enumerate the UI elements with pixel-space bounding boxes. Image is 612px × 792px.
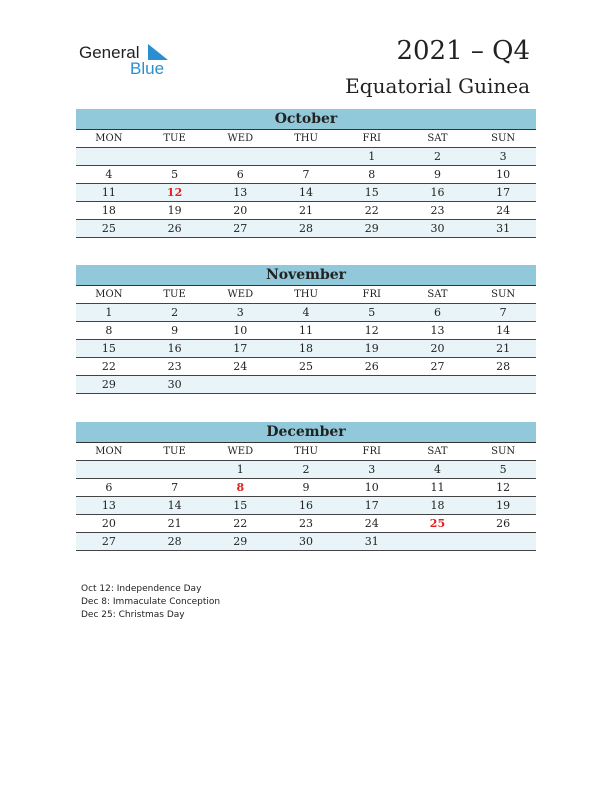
weekday-header-row: [76, 286, 536, 304]
weekday-label: MON: [95, 133, 123, 144]
day-cell: 22: [364, 204, 379, 217]
weekday-label: TUE: [163, 446, 186, 457]
logo-triangle-icon: [148, 44, 168, 60]
day-cell: 19: [364, 342, 379, 355]
month-december: [76, 422, 536, 551]
day-cell: 3: [236, 306, 244, 319]
day-cell: 10: [364, 481, 379, 494]
day-cell: 15: [364, 186, 379, 199]
month-october: [76, 109, 536, 238]
week-row: [76, 515, 536, 533]
weekday-label: WED: [227, 133, 254, 144]
day-cell: 15: [233, 499, 248, 512]
weekday-header-row: [76, 443, 536, 461]
day-cell: 18: [299, 342, 314, 355]
weekday-label: FRI: [362, 289, 381, 300]
day-cell: 21: [496, 342, 511, 355]
week-row: [76, 479, 536, 497]
day-cell: [76, 148, 142, 165]
day-cell: [470, 533, 536, 550]
weekday-label: MON: [95, 289, 123, 300]
weekday-label: THU: [294, 289, 318, 300]
holiday-day-cell: 12: [166, 186, 183, 199]
week-row: [76, 533, 536, 551]
day-cell: 26: [496, 517, 511, 530]
day-cell: 20: [430, 342, 445, 355]
day-cell: 3: [499, 150, 507, 163]
month-name: October: [76, 109, 536, 130]
weekday-label: SAT: [427, 289, 448, 300]
day-cell: 1: [368, 150, 376, 163]
day-cell: 31: [364, 535, 379, 548]
day-cell: 20: [101, 517, 116, 530]
week-row: [76, 340, 536, 358]
day-cell: 7: [302, 168, 310, 181]
weekday-label: SUN: [491, 289, 516, 300]
day-cell: 22: [233, 517, 248, 530]
week-row: [76, 376, 536, 394]
day-cell: 7: [499, 306, 507, 319]
day-cell: 24: [364, 517, 379, 530]
month-name: November: [76, 265, 536, 286]
day-cell: 29: [101, 378, 116, 391]
month-name: December: [76, 422, 536, 443]
month-november: [76, 265, 536, 394]
day-cell: 1: [236, 463, 244, 476]
weekday-label: TUE: [163, 289, 186, 300]
day-cell: 14: [167, 499, 182, 512]
day-cell: 2: [302, 463, 310, 476]
holiday-day-cell: 25: [429, 517, 446, 530]
day-cell: 4: [302, 306, 310, 319]
day-cell: 29: [364, 222, 379, 235]
day-cell: 28: [299, 222, 314, 235]
day-cell: 10: [233, 324, 248, 337]
day-cell: 13: [430, 324, 445, 337]
day-cell: 1: [105, 306, 113, 319]
holiday-note: Dec 8: Immaculate Conception: [81, 597, 221, 607]
weekday-label: TUE: [163, 133, 186, 144]
day-cell: 25: [101, 222, 116, 235]
day-cell: 13: [233, 186, 248, 199]
day-cell: 4: [433, 463, 441, 476]
day-cell: [76, 461, 142, 478]
day-cell: 11: [299, 324, 314, 337]
day-cell: 19: [167, 204, 182, 217]
holiday-notes: [81, 583, 220, 622]
country-subtitle: Equatorial Guinea: [345, 74, 530, 98]
day-cell: [339, 376, 405, 393]
day-cell: 11: [430, 481, 445, 494]
day-cell: 15: [101, 342, 116, 355]
week-row: [76, 461, 536, 479]
holiday-note: Oct 12: Independence Day: [81, 584, 202, 594]
day-cell: 23: [299, 517, 314, 530]
weekday-label: WED: [227, 289, 254, 300]
week-row: [76, 148, 536, 166]
day-cell: 21: [299, 204, 314, 217]
week-row: [76, 184, 536, 202]
day-cell: 6: [433, 306, 441, 319]
weekday-label: SAT: [427, 446, 448, 457]
day-cell: [207, 376, 273, 393]
day-cell: 29: [233, 535, 248, 548]
holiday-day-cell: 8: [236, 481, 245, 494]
weekday-label: SUN: [491, 446, 516, 457]
day-cell: 13: [101, 499, 116, 512]
day-cell: 27: [233, 222, 248, 235]
weekday-label: THU: [294, 133, 318, 144]
day-cell: 21: [167, 517, 182, 530]
day-cell: [470, 376, 536, 393]
weekday-header-row: [76, 130, 536, 148]
week-row: [76, 497, 536, 515]
week-row: [76, 304, 536, 322]
day-cell: 16: [299, 499, 314, 512]
day-cell: 30: [299, 535, 314, 548]
day-cell: 17: [233, 342, 248, 355]
weekday-label: SUN: [491, 133, 516, 144]
day-cell: 9: [171, 324, 179, 337]
weekday-label: MON: [95, 446, 123, 457]
day-cell: 5: [368, 306, 376, 319]
day-cell: 9: [302, 481, 310, 494]
day-cell: 31: [496, 222, 511, 235]
day-cell: 14: [299, 186, 314, 199]
day-cell: 8: [105, 324, 113, 337]
day-cell: [405, 376, 471, 393]
day-cell: 18: [101, 204, 116, 217]
weekday-label: SAT: [427, 133, 448, 144]
day-cell: 28: [167, 535, 182, 548]
day-cell: 10: [496, 168, 511, 181]
day-cell: 17: [364, 499, 379, 512]
day-cell: 5: [499, 463, 507, 476]
day-cell: [273, 148, 339, 165]
week-row: [76, 358, 536, 376]
day-cell: 2: [433, 150, 441, 163]
day-cell: 27: [101, 535, 116, 548]
day-cell: 7: [171, 481, 179, 494]
day-cell: 30: [430, 222, 445, 235]
day-cell: 6: [236, 168, 244, 181]
day-cell: 27: [430, 360, 445, 373]
week-row: [76, 220, 536, 238]
weekday-label: FRI: [362, 133, 381, 144]
logo-general-text: General: [79, 43, 140, 62]
day-cell: 16: [430, 186, 445, 199]
day-cell: 18: [430, 499, 445, 512]
day-cell: 30: [167, 378, 182, 391]
day-cell: 19: [496, 499, 511, 512]
generalblue-logo: [79, 40, 189, 80]
day-cell: 26: [167, 222, 182, 235]
day-cell: 24: [496, 204, 511, 217]
day-cell: 2: [171, 306, 179, 319]
logo-blue-text: Blue: [130, 59, 165, 78]
weekday-label: FRI: [362, 446, 381, 457]
day-cell: 12: [496, 481, 511, 494]
day-cell: [405, 533, 471, 550]
holiday-note: Dec 25: Christmas Day: [81, 610, 185, 620]
weekday-label: THU: [294, 446, 318, 457]
page-title: 2021 – Q4: [396, 36, 530, 66]
day-cell: 3: [368, 463, 376, 476]
day-cell: 23: [167, 360, 182, 373]
day-cell: [273, 376, 339, 393]
day-cell: 5: [171, 168, 179, 181]
day-cell: 28: [496, 360, 511, 373]
day-cell: 24: [233, 360, 248, 373]
weekday-label: WED: [227, 446, 254, 457]
day-cell: 4: [105, 168, 113, 181]
day-cell: 23: [430, 204, 445, 217]
day-cell: 11: [101, 186, 116, 199]
week-row: [76, 166, 536, 184]
day-cell: 26: [364, 360, 379, 373]
day-cell: 8: [368, 168, 376, 181]
day-cell: 14: [496, 324, 511, 337]
day-cell: 16: [167, 342, 182, 355]
day-cell: [207, 148, 273, 165]
day-cell: [142, 148, 208, 165]
day-cell: 9: [433, 168, 441, 181]
day-cell: 12: [364, 324, 379, 337]
day-cell: 25: [299, 360, 314, 373]
day-cell: 6: [105, 481, 113, 494]
week-row: [76, 202, 536, 220]
day-cell: [142, 461, 208, 478]
week-row: [76, 322, 536, 340]
day-cell: 20: [233, 204, 248, 217]
day-cell: 17: [496, 186, 511, 199]
day-cell: 22: [101, 360, 116, 373]
